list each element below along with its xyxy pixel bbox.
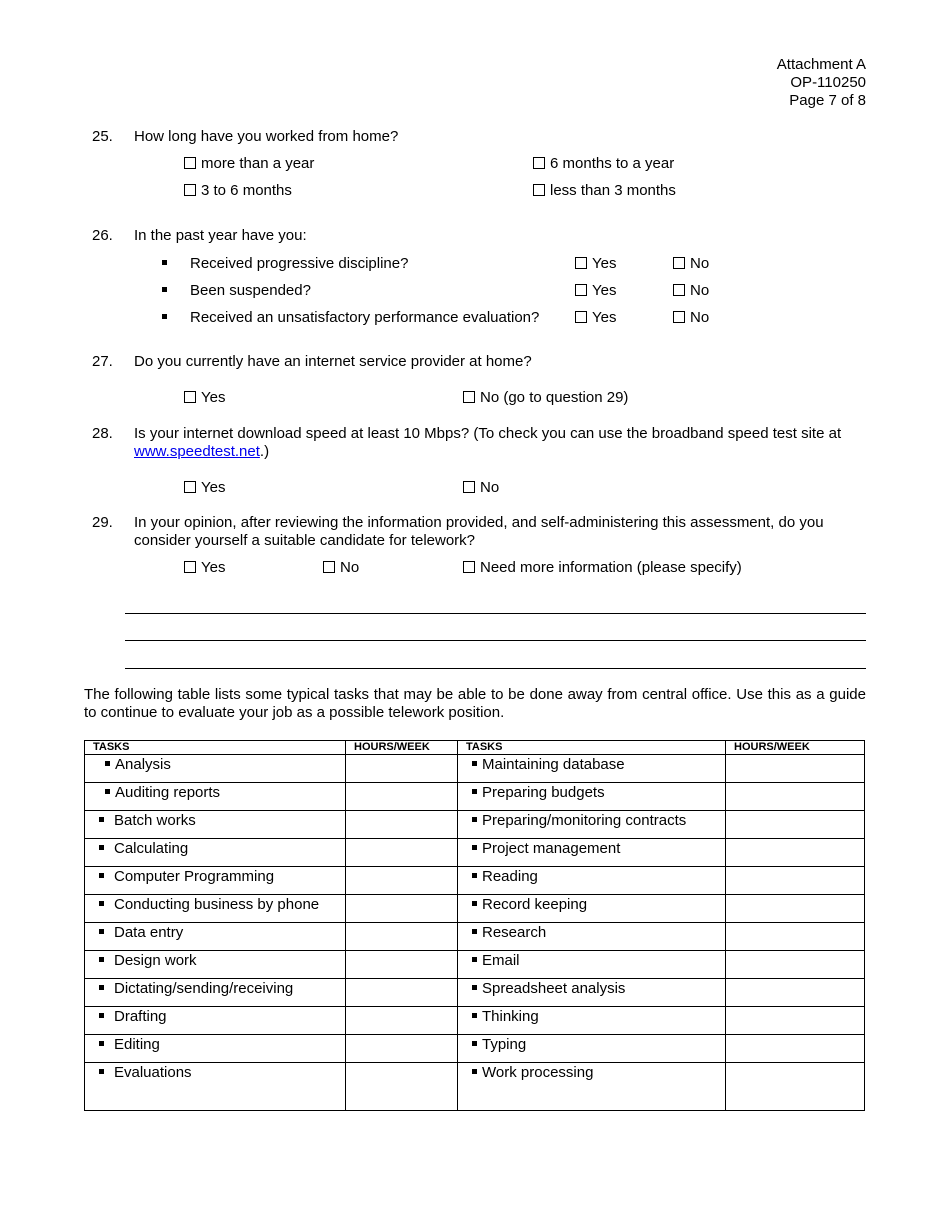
checkbox-icon[interactable] [673,311,685,323]
q26-item-label: Received an unsatisfactory performance evaluation? [190,309,540,326]
bullet-icon [162,255,167,272]
table-row [85,951,865,979]
q26-number: 26. [92,227,113,244]
hours-week-input[interactable] [346,923,458,951]
q25-option-more-than-year[interactable]: more than a year [184,155,314,172]
task-cell: Evaluations [85,1063,346,1111]
bullet-icon [99,1013,104,1018]
hours-week-input[interactable] [726,895,865,923]
q26-item-label: Been suspended? [190,282,311,299]
bullet-icon [472,929,477,934]
table-row [85,755,865,783]
hours-week-input[interactable] [346,1007,458,1035]
bullet-icon [472,845,477,850]
hours-week-input[interactable] [726,1007,865,1035]
document-number: OP-110250 [790,74,866,91]
bullet-icon [472,1013,477,1018]
checkbox-icon[interactable] [673,257,685,269]
q25-number: 25. [92,128,113,145]
checkbox-icon[interactable] [463,561,475,573]
hours-week-header: HOURS/WEEK [726,741,865,755]
task-cell: Analysis [85,755,346,783]
table-row [85,839,865,867]
task-cell: Design work [85,951,346,979]
hours-week-input[interactable] [346,839,458,867]
q26-item3-yes[interactable]: Yes [575,309,616,326]
table-row [85,867,865,895]
hours-week-input[interactable] [346,1035,458,1063]
checkbox-icon[interactable] [323,561,335,573]
task-cell: Preparing/monitoring contracts [458,811,726,839]
table-row [85,1063,865,1111]
bullet-icon [99,1069,104,1074]
hours-week-input[interactable] [726,979,865,1007]
hours-week-input[interactable] [346,979,458,1007]
q27-yes[interactable]: Yes [184,389,225,406]
q28-question: Is your internet download speed at least 10 Mbps? (To check you can use the broadband speed test site at www.speedtest.net.) [134,425,842,460]
bullet-icon [99,929,104,934]
task-cell: Auditing reports [85,783,346,811]
task-cell: Thinking [458,1007,726,1035]
table-row [85,783,865,811]
speedtest-link[interactable]: www.speedtest.net [134,443,260,460]
bullet-icon [472,761,477,766]
table-header-row [85,741,865,755]
checkbox-icon[interactable] [533,184,545,196]
table-row [85,895,865,923]
bullet-icon [472,1041,477,1046]
bullet-icon [99,873,104,878]
attachment-label: Attachment A [776,56,866,73]
task-cell: Data entry [85,923,346,951]
table-intro-paragraph: The following table lists some typical tasks that may be able to be done away from central office. Use this as a guide to continue to evaluate your job as a possible telework position. [84,686,866,721]
bullet-icon [99,901,104,906]
table-row [85,979,865,1007]
specify-line-2[interactable] [125,640,866,641]
bullet-icon [472,901,477,906]
hours-week-input[interactable] [346,1063,458,1111]
specify-line-1[interactable] [125,613,866,614]
task-cell: Maintaining database [458,755,726,783]
task-cell: Work processing [458,1063,726,1111]
hours-week-input[interactable] [346,895,458,923]
task-cell: Computer Programming [85,867,346,895]
q26-item1-no[interactable]: No [673,255,709,272]
task-cell: Research [458,923,726,951]
hours-week-input[interactable] [726,811,865,839]
checkbox-icon[interactable] [575,311,587,323]
q27-no[interactable]: No (go to question 29) [463,389,628,406]
bullet-icon [472,817,477,822]
checkbox-icon[interactable] [463,391,475,403]
hours-week-input[interactable] [726,783,865,811]
task-cell: Drafting [85,1007,346,1035]
q25-question: How long have you worked from home? [134,128,399,145]
bullet-icon [472,957,477,962]
task-cell: Editing [85,1035,346,1063]
tasks-header: TASKS [85,741,346,755]
q25-option-3-to-6-months[interactable]: 3 to 6 months [184,182,292,199]
q27-number: 27. [92,353,113,370]
q29-need-more-info[interactable]: Need more information (please specify) [463,559,742,576]
table-row [85,923,865,951]
hours-week-input[interactable] [726,951,865,979]
checkbox-icon[interactable] [184,391,196,403]
hours-week-input[interactable] [726,867,865,895]
bullet-icon [472,985,477,990]
q25-option-6-months-to-year[interactable]: 6 months to a year [533,155,674,172]
hours-week-input[interactable] [346,783,458,811]
hours-week-input[interactable] [726,1063,865,1111]
bullet-icon [99,845,104,850]
bullet-icon [99,985,104,990]
bullet-icon [162,309,167,326]
q26-item2-no[interactable]: No [673,282,709,299]
document-header [777,56,866,110]
task-cell: Preparing budgets [458,783,726,811]
bullet-icon [99,817,104,822]
bullet-icon [105,789,110,794]
bullet-icon [472,873,477,878]
q29-no[interactable]: No [323,559,359,576]
task-cell: Dictating/sending/receiving [85,979,346,1007]
checkbox-icon[interactable] [184,157,196,169]
task-cell: Reading [458,867,726,895]
tasks-table [84,740,865,1111]
checkbox-icon[interactable] [575,257,587,269]
hours-week-input[interactable] [726,1035,865,1063]
task-cell: Conducting business by phone [85,895,346,923]
q27-question: Do you currently have an internet service provider at home? [134,353,532,370]
task-cell: Calculating [85,839,346,867]
bullet-icon [162,282,167,299]
table-row [85,811,865,839]
task-cell: Project management [458,839,726,867]
bullet-icon [105,761,110,766]
task-cell: Batch works [85,811,346,839]
q28-number: 28. [92,425,113,442]
hours-week-input[interactable] [346,867,458,895]
task-cell: Record keeping [458,895,726,923]
hours-week-header: HOURS/WEEK [346,741,458,755]
hours-week-input[interactable] [726,839,865,867]
checkbox-icon[interactable] [184,184,196,196]
q25-option-less-than-3-months[interactable]: less than 3 months [533,182,676,199]
hours-week-input[interactable] [726,923,865,951]
q26-question: In the past year have you: [134,227,307,244]
table-row [85,1035,865,1063]
q26-item1-yes[interactable]: Yes [575,255,616,272]
bullet-icon [99,1041,104,1046]
q26-item2-yes[interactable]: Yes [575,282,616,299]
q29-number: 29. [92,514,113,531]
checkbox-icon[interactable] [184,481,196,493]
page-number: Page 7 of 8 [789,92,866,109]
checkbox-icon[interactable] [575,284,587,296]
checkbox-icon[interactable] [184,561,196,573]
checkbox-icon[interactable] [463,481,475,493]
q29-question: In your opinion, after reviewing the information provided, and self-administering this assessment, do you consider yourself a suitable candidate for telework? [134,514,824,549]
table-row [85,1007,865,1035]
hours-week-input[interactable] [346,951,458,979]
hours-week-input[interactable] [346,755,458,783]
task-cell: Spreadsheet analysis [458,979,726,1007]
tasks-header: TASKS [458,741,726,755]
q28-yes[interactable]: Yes [184,479,225,496]
q26-item3-no[interactable]: No [673,309,709,326]
bullet-icon [99,957,104,962]
hours-week-input[interactable] [346,811,458,839]
checkbox-icon[interactable] [533,157,545,169]
task-cell: Typing [458,1035,726,1063]
specify-line-3[interactable] [125,668,866,669]
task-cell: Email [458,951,726,979]
q26-item-label: Received progressive discipline? [190,255,409,272]
bullet-icon [472,1069,477,1074]
hours-week-input[interactable] [726,755,865,783]
bullet-icon [472,789,477,794]
checkbox-icon[interactable] [673,284,685,296]
q29-yes[interactable]: Yes [184,559,225,576]
q28-no[interactable]: No [463,479,499,496]
